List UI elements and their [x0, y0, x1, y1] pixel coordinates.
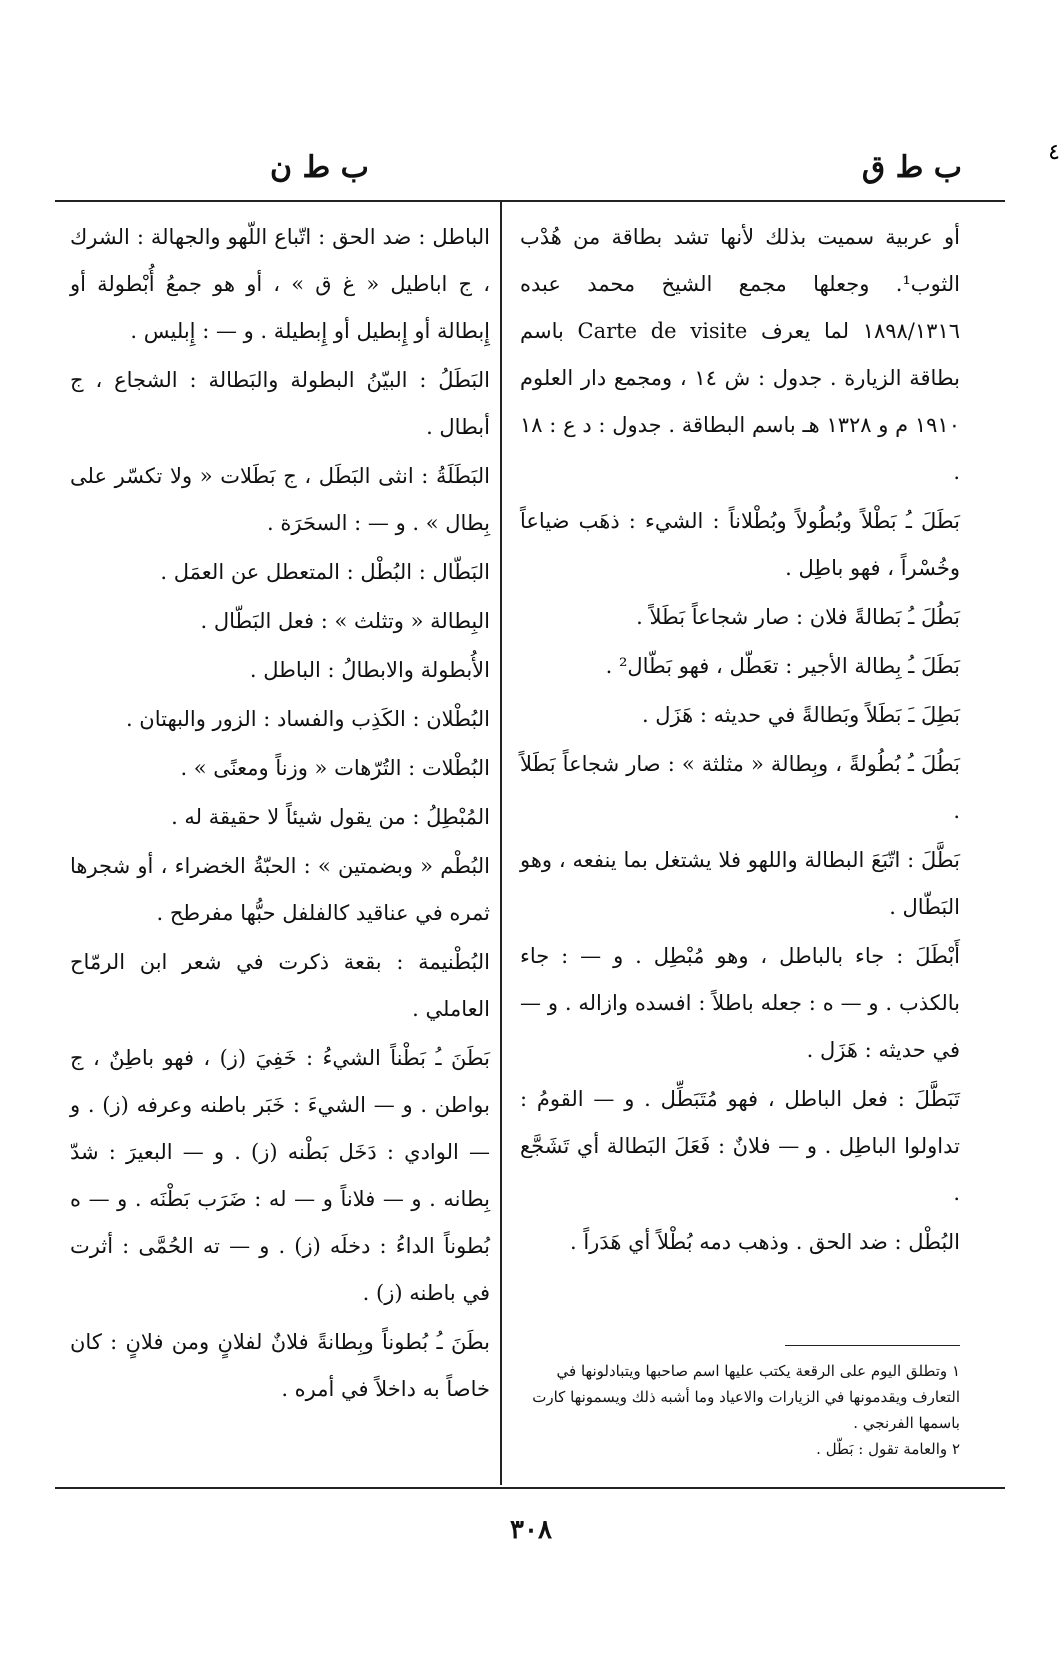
entry-batula-shujaa: بَطُلَ ـُ بَطالةً فلان : صار شجاعاً بَطَلاً .	[636, 605, 960, 629]
entry-bitala-ajir: بَطَلَ ـُ بِطالة الأجير : تعَطّل ، فهو بَطّال² .	[605, 654, 960, 678]
column-divider	[500, 200, 502, 1485]
entry-al-mubtil: المُبْطِلُ : من يقول شيئاً لا حقيقة له .	[171, 805, 490, 829]
entry-battala: بَطَّلَ : اتّبَعَ البطالة واللهو فلا يشتغل بما ينفعه ، وهو البَطّال .	[520, 848, 960, 919]
entry-al-butlan: البُطْلان : الكَذِب والفساد : الزور والبهتان .	[125, 707, 490, 731]
edge-mark: ٤	[1048, 140, 1060, 165]
footnotes	[525, 1358, 960, 1462]
entry-al-batal: البَطَلُ : البيّنُ البطولة والبَطالة : الشجاع ، ج أبطال .	[70, 368, 490, 439]
entry-butula: بَطُلَ ـُ بُطُولةً ، وبِطالة « مثلثة » : صار شجاعاً بَطَلاً .	[520, 752, 960, 823]
entry-abtala: أَبْطَلَ : جاء بالباطل ، وهو مُبْطِل . و — : جاء بالكذب . و — ه : جعله باطلاً : افسده وازاله . و — في حديثه : هَزَل .	[520, 944, 960, 1062]
entry-intro: أو عربية سميت بذلك لأنها تشد بطاقة من هُدْب الثوب¹. وجعلها مجمع الشيخ محمد عبده ١٨٩٨/١٣١٦ لما يعرف Carte de visite باسم بطاقة الزيارة . جدول : ش ١٤ ، ومجمع دار العلوم ١٩١٠ م و ١٣٢٨ هـ باسم البطاقة . جدول : د ع : ١٨ .	[520, 225, 960, 484]
entry-batana: بَطَنَ ـُ بَطْناً الشيءُ : خَفِيَ (ز) ، فهو باطِنٌ ، ج بواطن . و — الشيءَ : خَبَر باطنه وعرفه (ز) . و — الوادي : دَخَل بَطْنه (ز) . و — البعيرَ : شدّ بِطانه . و — فلاناً و — له : ضَرَب بَطْنَه . و — ه بُطوناً الداءُ : دخلَه (ز) . و — ته الحُمَّى : أثرت في باطنه (ز) .	[70, 1046, 490, 1305]
entry-al-butl: البُطْل : ضد الحق . وذهب دمه بُطْلاً أي هَدَراً .	[569, 1230, 960, 1254]
footnote-1: ١ وتطلق اليوم على الرقعة يكتب عليها اسم صاحبها ويتبادلونها في التعارف ويقدمونها في الزيارات والاعياد وما أشبه ذلك ويسمونها كارت باسمها الفرنجي .	[532, 1362, 960, 1432]
footnote-rule	[785, 1345, 960, 1346]
entry-al-bitala: البِطالة « وتثلث » : فعل البَطّال .	[200, 609, 490, 633]
right-column-heading: ب ط ق	[861, 150, 962, 185]
footnote-2: ٢ والعامة تقول : بَطّل .	[816, 1440, 960, 1458]
entry-al-ubtula: الأُبطولة والابطالُ : الباطل .	[249, 658, 490, 682]
entry-batila-hadith: بَطِلَ ـَ بَطَلاً وبَطالةً في حديثه : هَزَل .	[641, 703, 960, 727]
entry-al-batala: البَطَلَةُ : انثى البَطَل ، ج بَطَلات « ولا تكسّر على بِطال » . و — : السحَرَة .	[70, 464, 490, 535]
entry-tabattala: تَبَطَّلَ : فعل الباطل ، فهو مُتَبَطِّل . و — القومُ : تداولوا الباطِل . و — فلانٌ : فَعَلَ البَطالة أي تَشَجَّع .	[520, 1087, 960, 1205]
left-column	[70, 214, 490, 1415]
entry-batala: بَطَلَ ـُ بَطْلاً وبُطُولاً وبُطْلاناً : الشيء : ذهَب ضياعاً وخُسْراً ، فهو باطِل .	[520, 509, 960, 580]
right-column	[520, 214, 960, 1268]
entry-al-butlat: البُطْلات : التُرّهات « وزناً ومعنًى » .	[180, 756, 490, 780]
entry-al-battal: البَطّال : البُطْل : المتعطل عن العمَل .	[160, 560, 490, 584]
entry-al-butm: البُطْم « وبضمتين » : الحبّةُ الخضراء ، أو شجرها ثمره في عناقيد كالفلفل حبُّها مفرطح .	[70, 854, 490, 925]
entry-al-butnima: البُطْنيمة : بقعة ذكرت في شعر ابن الرمّاح العاملي .	[70, 950, 490, 1021]
entry-batana-butunan: بطَنَ ـُ بُطوناً وبِطانةً فلانٌ لفلانٍ ومن فلانٍ : كان خاصاً به داخلاً في أمره .	[70, 1330, 490, 1401]
left-column-heading: ب ط ن	[270, 150, 369, 185]
top-rule	[55, 200, 1005, 202]
page-number: ٣٠٨	[510, 1515, 552, 1545]
bottom-rule	[55, 1487, 1005, 1489]
entry-al-batil: الباطل : ضد الحق : اتّباع اللّهو والجهالة : الشرك ، ج اباطيل « غ ق » ، أو هو جمعُ أُبْطولة أو إِبطالة أو إِبطيل أو إِبطيلة . و — : إِبليس .	[70, 225, 490, 343]
